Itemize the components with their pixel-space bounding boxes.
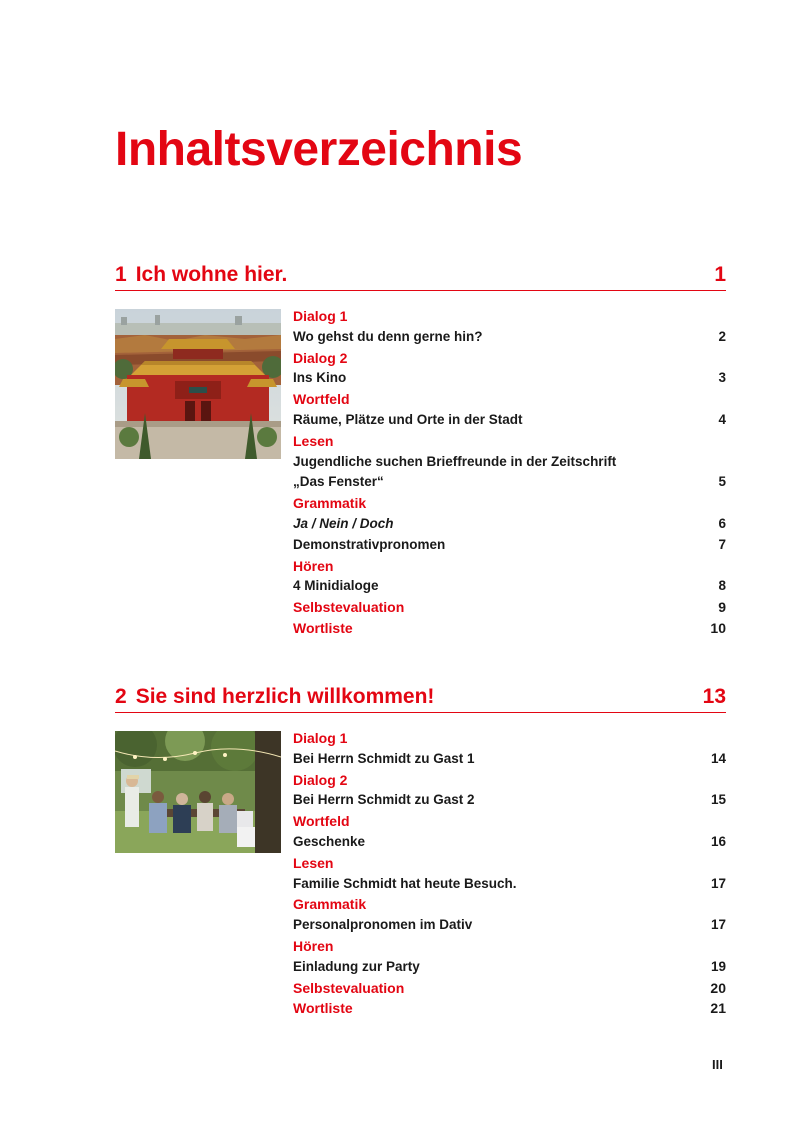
toc-section[interactable]: Wortliste 21 (293, 1000, 726, 1017)
toc-section[interactable]: Dialog 1 (293, 308, 348, 324)
toc-section[interactable]: Selbstevaluation 9 (293, 599, 726, 616)
toc-section[interactable]: Dialog 1 (293, 730, 348, 746)
toc-entry[interactable]: Ins Kino 3 (293, 370, 726, 386)
toc-section[interactable]: Wortfeld (293, 391, 350, 408)
toc-section[interactable]: Hören (293, 937, 334, 954)
chapter-heading-1 (115, 262, 726, 291)
chapter-1-entries (293, 306, 726, 639)
toc-section[interactable]: Dialog 2 (293, 349, 348, 366)
toc-section[interactable]: Hören (293, 557, 334, 574)
chapter-page: 13 (702, 685, 726, 708)
toc-section[interactable]: Selbstevaluation 20 (293, 979, 726, 996)
chapter-number: 1 (115, 263, 127, 286)
toc-section[interactable]: Lesen (293, 854, 334, 871)
toc-entry[interactable]: Geschenke 16 (293, 833, 726, 849)
forbidden-city-photo (115, 309, 281, 459)
toc-entry[interactable]: Ja / Nein / Doch 6 (293, 515, 726, 531)
toc-entry[interactable]: Wo gehst du denn gerne hin? 2 (293, 328, 726, 344)
toc-section[interactable]: Dialog 2 (293, 771, 348, 788)
toc-entry[interactable]: Demonstrativpronomen 7 (293, 536, 726, 552)
garden-party-photo (115, 731, 281, 853)
chapter-number: 2 (115, 685, 127, 708)
page-title: Inhaltsverzeichnis (115, 123, 523, 176)
toc-entry[interactable]: Bei Herrn Schmidt zu Gast 2 15 (293, 792, 726, 808)
chapter-title: Sie sind herzlich willkommen! (135, 685, 435, 708)
chapter-2-entries (293, 728, 726, 1019)
toc-section[interactable]: Grammatik (293, 896, 367, 913)
toc-entry[interactable]: 4 Minidialoge 8 (293, 578, 726, 594)
toc-section[interactable]: Wortfeld (293, 813, 350, 830)
toc-section[interactable]: Wortliste 10 (293, 619, 726, 636)
chapter-heading-2 (115, 684, 726, 713)
toc-entry[interactable]: Einladung zur Party 19 (293, 958, 726, 974)
toc-entry[interactable]: „Das Fenster“ 5 (293, 474, 726, 490)
toc-section[interactable]: Grammatik (293, 495, 367, 512)
toc-entry[interactable]: Familie Schmidt hat heute Besuch. 17 (293, 875, 726, 891)
toc-section[interactable]: Lesen (293, 432, 334, 449)
chapter-title: Ich wohne hier. (135, 263, 288, 286)
toc-entry[interactable]: Personalpronomen im Dativ 17 (293, 917, 726, 933)
toc-entry[interactable]: Räume, Plätze und Orte in der Stadt 4 (293, 411, 726, 427)
toc-entry[interactable]: Jugendliche suchen Brieffreunde in der Zeitschrift (293, 453, 617, 469)
chapter-page: 1 (714, 263, 726, 286)
page-number: III (712, 1057, 723, 1072)
toc-entry[interactable]: Bei Herrn Schmidt zu Gast 1 14 (293, 750, 726, 766)
